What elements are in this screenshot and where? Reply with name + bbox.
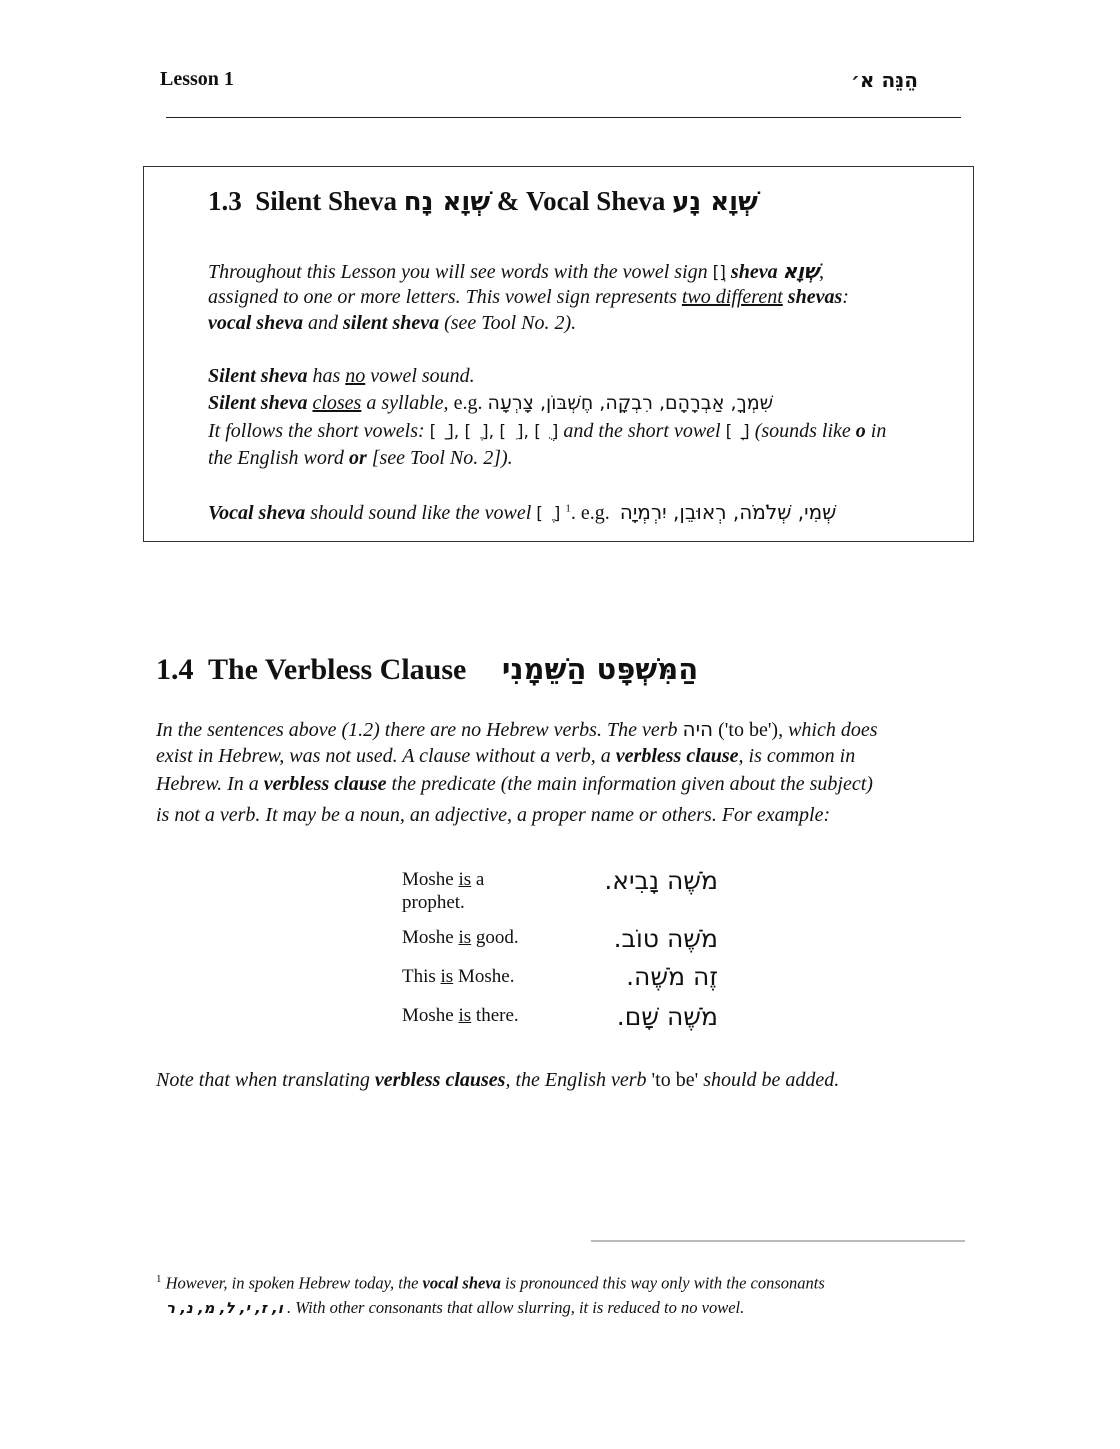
- bold-text: vocal sheva: [422, 1273, 501, 1293]
- vocal-sheva-hebrew: שְׁוָא נָע: [672, 187, 758, 217]
- text: In the sentences above (1.2) there are no Hebrew verbs. The verb: [156, 719, 678, 741]
- hebrew-verb: היה: [682, 717, 714, 741]
- bold-text: shevas: [787, 286, 843, 308]
- section-1-4-line-1: [156, 717, 878, 742]
- hebrew-examples: שִׁמְךָ, אַבְרָהָם, רִבְקָה, חֶשְׁבּוֹן, צָרְעָה: [487, 392, 774, 414]
- bold-text: silent sheva: [342, 312, 440, 334]
- text: Note that when translating: [156, 1069, 370, 1091]
- example-english-2: [402, 926, 602, 949]
- section-1-3-title: [208, 186, 758, 217]
- text: , is common in: [738, 745, 856, 767]
- text: Moshe.: [453, 966, 515, 987]
- footnote-rule: [591, 1240, 965, 1242]
- text: a syllable,: [366, 392, 449, 414]
- footnote-line-1: [156, 1273, 825, 1294]
- text: vowel sound.: [370, 365, 475, 387]
- text: has: [312, 365, 341, 387]
- underlined-is: is: [458, 869, 472, 890]
- sheva-word: sheva: [730, 261, 778, 283]
- text: Moshe: [402, 869, 459, 890]
- text: e.g.: [453, 392, 483, 414]
- text: It follows the short vowels:: [208, 420, 425, 442]
- hebrew-consonants: ו, ז, י, ל, מ, נ, ר: [166, 1299, 283, 1317]
- section-1-4-title: [156, 652, 698, 687]
- footnote-ref[interactable]: 1: [565, 502, 571, 515]
- text: and the short vowel: [563, 420, 721, 442]
- silent-sheva-line-3: [208, 420, 886, 443]
- section-title: The Verbless Clause: [207, 653, 467, 686]
- bold-text: Silent sheva: [208, 365, 308, 387]
- sheva-hebrew: שְׁוָא: [782, 259, 819, 283]
- text: ,: [819, 261, 824, 283]
- section-1-4-line-2: [156, 745, 855, 768]
- section-number: 1.4: [156, 653, 194, 686]
- text: Hebrew. In a: [156, 773, 259, 795]
- box-paragraph-line-1: [208, 259, 824, 284]
- text: exist in Hebrew, was not used. A clause without a verb, a: [156, 745, 611, 767]
- text: Moshe: [402, 1005, 459, 1026]
- text: should sound like the vowel: [310, 502, 532, 524]
- text: is not a verb. It may be a noun, an adjective, a proper name or others. For example:: [156, 804, 831, 826]
- silent-sheva-line-1: [208, 365, 475, 388]
- box-paragraph-line-3: [208, 312, 576, 335]
- text: is pronounced this way only with the consonants: [505, 1273, 825, 1293]
- short-vowels: [ ַ ], [ ֶ ], [ ִ ], [ ֻ ]: [429, 422, 559, 442]
- text: should be added.: [703, 1069, 840, 1091]
- lesson-hebrew-label: הֵנֵּה א׳: [851, 68, 918, 92]
- underlined-is: is: [440, 966, 454, 987]
- bold-text: or: [348, 447, 367, 469]
- text: (sounds like: [754, 420, 851, 442]
- underlined-is: is: [458, 1005, 472, 1026]
- section-title-hebrew: הַמִּשְׁפָּט הַשֵּׁמָנִי: [501, 652, 699, 686]
- text: , the English verb: [505, 1069, 647, 1091]
- text: :: [842, 286, 849, 308]
- text: 'to be': [651, 1069, 699, 1091]
- underlined-text: closes: [312, 392, 362, 414]
- text: and: [307, 312, 338, 334]
- text: the English word: [208, 447, 344, 469]
- hebrew-examples: שְׁמִי, שְׁלֹמֹה, רְאוּבֵן, יִרְמְיָה: [619, 500, 837, 524]
- example-english-3: [402, 965, 602, 988]
- text: . With other consonants that allow slurring, it is reduced to no vowel.: [286, 1298, 745, 1317]
- ampersand: &: [496, 186, 520, 216]
- lesson-label: Lesson 1: [160, 68, 234, 90]
- qamats-sign: [ ָ ]: [725, 422, 750, 442]
- text: (see Tool No. 2).: [444, 312, 577, 334]
- silent-sheva-line-2: [208, 392, 773, 415]
- example-english-1: [402, 868, 522, 914]
- section-1-4-line-3: [156, 773, 873, 796]
- vocal-sheva-title: Vocal Sheva: [526, 186, 666, 216]
- section-1-4-line-4: [156, 804, 830, 827]
- silent-sheva-hebrew: שְׁוָא נָח: [403, 187, 491, 217]
- text: which does: [788, 719, 878, 741]
- text: . e.g.: [570, 502, 610, 524]
- text: This: [402, 966, 441, 987]
- section-number: 1.3: [208, 186, 242, 216]
- bold-text: Silent sheva: [208, 392, 308, 414]
- sheva-sign: [ְ]: [712, 263, 726, 283]
- header-rule: [166, 117, 961, 118]
- example-hebrew-4: מֹשֶׁה שָׁם.: [616, 1002, 718, 1031]
- text: in: [870, 420, 887, 442]
- footnote-number: 1: [156, 1273, 162, 1285]
- segol-sign: [ ֶ ]: [536, 504, 561, 524]
- example-hebrew-3: זֶה מֹשֶׁה.: [626, 962, 718, 991]
- text: assigned to one or more letters. This vowel sign represents: [208, 286, 677, 308]
- bold-text: verbless clauses: [374, 1069, 506, 1091]
- text: there.: [471, 1005, 519, 1026]
- silent-sheva-line-4: [208, 447, 513, 470]
- bold-text: verbless clause: [263, 773, 387, 795]
- text: a prophet.: [402, 869, 485, 913]
- bold-text: verbless clause: [615, 745, 739, 767]
- silent-sheva-title: Silent Sheva: [255, 186, 398, 216]
- bold-text: vocal sheva: [208, 312, 303, 334]
- underlined-text: no: [345, 365, 366, 387]
- text: ('to be'),: [718, 719, 784, 741]
- underlined-text: two different: [681, 286, 783, 308]
- text: good.: [471, 927, 519, 948]
- example-hebrew-2: מֹשֶׁה טוֹב.: [613, 924, 718, 953]
- example-english-4: [402, 1004, 602, 1027]
- example-hebrew-1: מֹשֶׁה נָבִיא.: [604, 866, 718, 895]
- box-paragraph-line-2: [208, 286, 849, 309]
- section-1-4-note: [156, 1069, 839, 1092]
- vocal-sheva-line: [208, 500, 836, 525]
- text: the predicate (the main information given about the subject): [391, 773, 873, 795]
- bold-text: Vocal sheva: [208, 502, 306, 524]
- section-1-3-box: [143, 166, 974, 542]
- text: However, in spoken Hebrew today, the: [165, 1273, 419, 1293]
- text: Moshe: [402, 927, 459, 948]
- bold-text: o: [855, 420, 866, 442]
- text: [see Tool No. 2]).: [371, 447, 513, 469]
- underlined-is: is: [458, 927, 472, 948]
- footnote-line-2: [166, 1298, 744, 1318]
- text: Throughout this Lesson you will see words with the vowel sign: [208, 261, 708, 283]
